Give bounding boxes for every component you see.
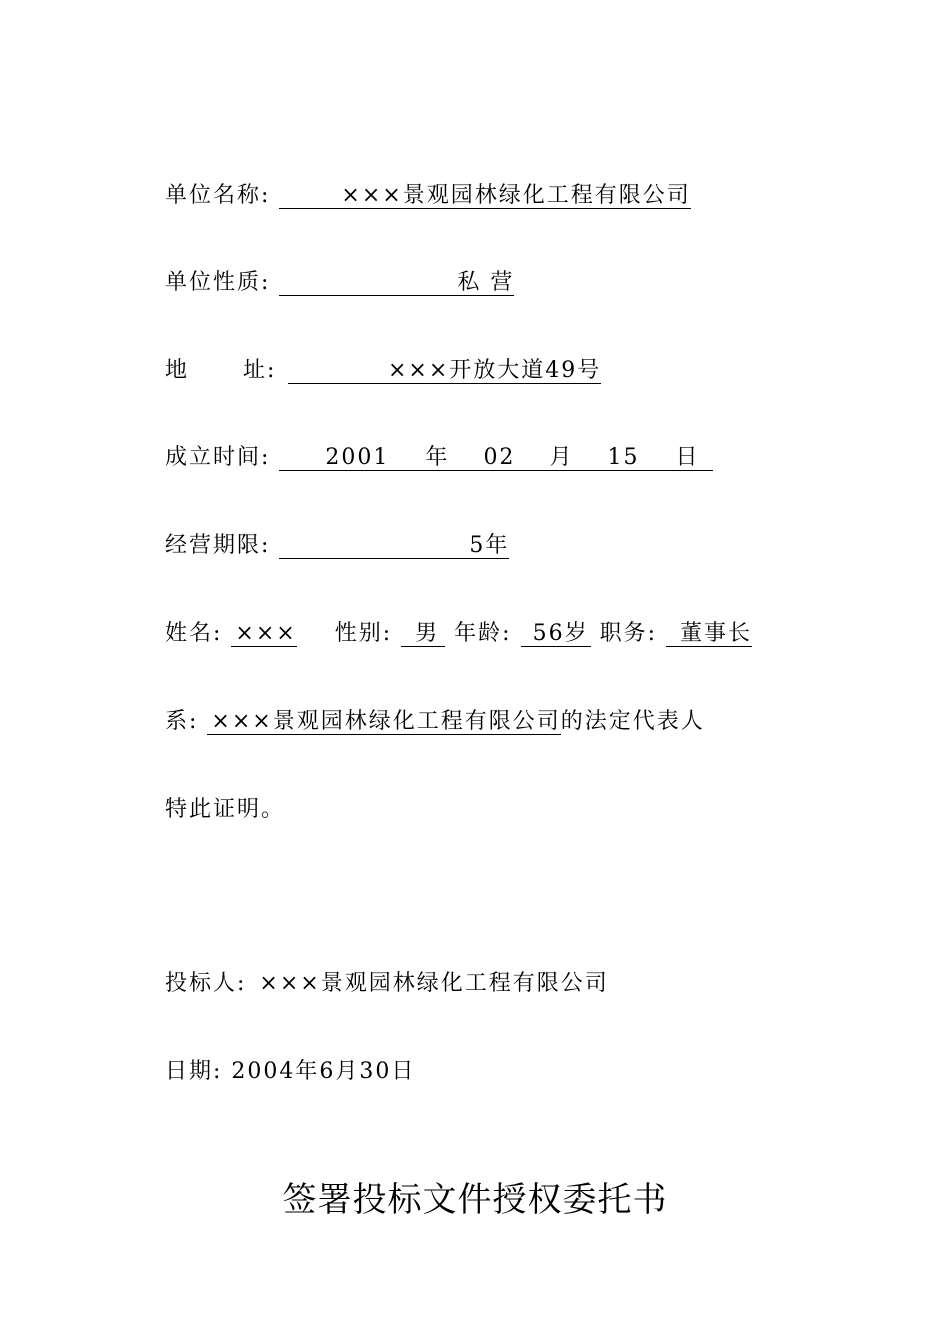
bidder-row xyxy=(165,971,609,997)
relation-company: ×××景观园林绿化工程有限公司 xyxy=(207,710,560,735)
gender-label: 性别: xyxy=(334,621,393,646)
founded-year-unit: 年 xyxy=(425,445,450,470)
relation-label: 系: xyxy=(165,709,199,734)
unit-name-row xyxy=(165,183,691,209)
date-value: 2004年6月30日 xyxy=(231,1059,416,1084)
position-label: 职务: xyxy=(599,621,658,646)
gender-value: 男 xyxy=(401,622,445,647)
unit-nature-label: 单位性质: xyxy=(165,270,271,295)
bidder-value: ×××景观园林绿化工程有限公司 xyxy=(259,971,609,996)
address-value: ×××开放大道49号 xyxy=(288,359,601,384)
founded-year: 2001 xyxy=(325,445,390,470)
term-value: 5年 xyxy=(279,534,509,559)
age-label: 年龄: xyxy=(454,621,512,646)
age-value: 56岁 xyxy=(521,622,591,647)
term-label: 经营期限: xyxy=(165,533,271,558)
certify-text: 特此证明。 xyxy=(165,797,286,822)
position-value: 董事长 xyxy=(666,622,752,647)
address-label: 地 址: xyxy=(165,358,277,383)
unit-nature-row xyxy=(165,270,514,296)
date-label: 日期: xyxy=(165,1059,223,1084)
date-row xyxy=(165,1059,415,1085)
founded-day-unit: 日 xyxy=(675,445,700,470)
founded-row xyxy=(165,445,713,471)
name-value: ××× xyxy=(231,622,296,647)
term-row xyxy=(165,533,509,559)
name-label: 姓名: xyxy=(165,621,223,646)
unit-name-value: ×××景观园林绿化工程有限公司 xyxy=(279,184,690,209)
bidder-label: 投标人: xyxy=(165,971,247,996)
founded-month: 02 xyxy=(483,445,516,470)
relation-suffix: 的法定代表人 xyxy=(560,709,705,734)
founded-day: 15 xyxy=(607,445,640,470)
next-section-title: 签署投标文件授权委托书 xyxy=(282,1180,668,1220)
relation-row xyxy=(165,709,705,735)
founded-month-unit: 月 xyxy=(549,445,574,470)
person-row xyxy=(165,621,752,647)
founded-date xyxy=(279,446,713,471)
address-row xyxy=(165,358,601,384)
unit-name-label: 单位名称: xyxy=(165,183,271,208)
unit-nature-value: 私 营 xyxy=(279,271,514,296)
founded-label: 成立时间: xyxy=(165,445,271,470)
